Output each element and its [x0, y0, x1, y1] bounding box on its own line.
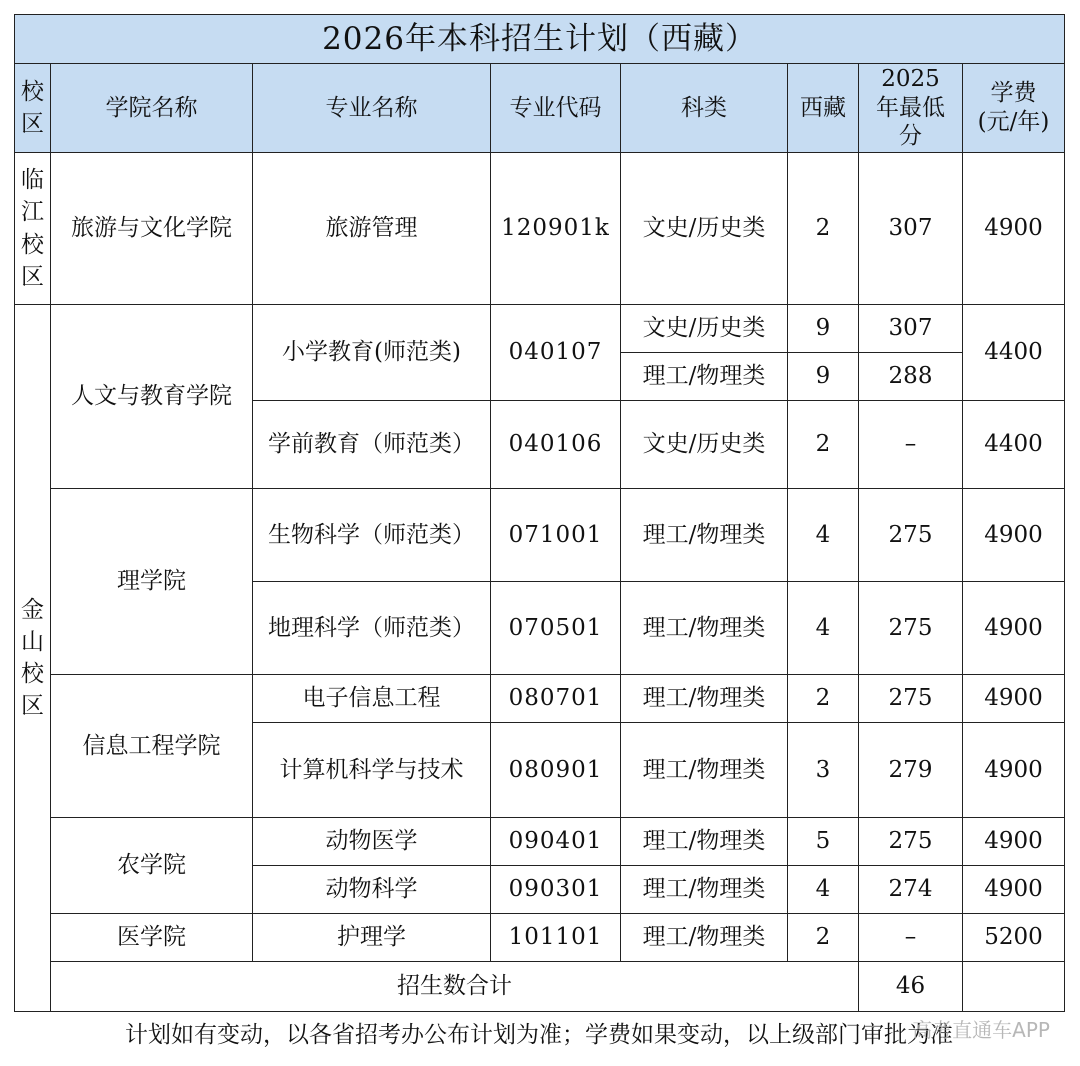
major-cell: 护理学	[253, 914, 491, 962]
min-score-cell: 288	[859, 353, 963, 401]
quota-cell: 4	[788, 582, 859, 675]
min-score-cell: 275	[859, 582, 963, 675]
total-row	[15, 962, 1065, 1012]
table-row	[15, 489, 1065, 582]
college-cell: 医学院	[51, 914, 253, 962]
header-major: 专业名称	[253, 64, 491, 153]
campus-linjiang: 临江校区	[15, 153, 51, 305]
min-score-cell: 275	[859, 818, 963, 866]
major-cell: 动物科学	[253, 866, 491, 914]
tuition-cell: 4900	[963, 582, 1065, 675]
code-cell: 090301	[491, 866, 621, 914]
tuition-cell: 4900	[963, 723, 1065, 818]
subject-cell: 理工/物理类	[621, 723, 788, 818]
tuition-cell: 4400	[963, 401, 1065, 489]
college-cell: 理学院	[51, 489, 253, 675]
code-cell: 040106	[491, 401, 621, 489]
college-cell: 人文与教育学院	[51, 305, 253, 489]
header-campus: 校区	[15, 64, 51, 153]
code-cell: 080901	[491, 723, 621, 818]
tuition-cell: 4900	[963, 489, 1065, 582]
header-code: 专业代码	[491, 64, 621, 153]
min-score-cell: 275	[859, 675, 963, 723]
subject-cell: 文史/历史类	[621, 305, 788, 353]
tuition-cell: 4900	[963, 818, 1065, 866]
subject-cell: 文史/历史类	[621, 401, 788, 489]
table-row	[15, 914, 1065, 962]
quota-cell: 2	[788, 675, 859, 723]
subject-cell: 理工/物理类	[621, 675, 788, 723]
major-cell: 旅游管理	[253, 153, 491, 305]
quota-cell: 3	[788, 723, 859, 818]
subject-cell: 理工/物理类	[621, 866, 788, 914]
college-cell: 信息工程学院	[51, 675, 253, 818]
tuition-cell: 4900	[963, 153, 1065, 305]
tuition-cell: 4900	[963, 675, 1065, 723]
min-score-cell: –	[859, 914, 963, 962]
quota-cell: 5	[788, 818, 859, 866]
min-score-cell: 275	[859, 489, 963, 582]
code-cell: 080701	[491, 675, 621, 723]
major-cell: 电子信息工程	[253, 675, 491, 723]
total-label: 招生数合计	[51, 962, 859, 1012]
header-tuition: 学费(元/年)	[963, 64, 1065, 153]
major-cell: 动物医学	[253, 818, 491, 866]
header-subject: 科类	[621, 64, 788, 153]
major-cell: 计算机科学与技术	[253, 723, 491, 818]
subject-cell: 理工/物理类	[621, 914, 788, 962]
footer-note: 计划如有变动，以各省招考办公布计划为准；学费如果变动，以上级部门审批为准	[125, 1022, 953, 1048]
tuition-cell: 5200	[963, 914, 1065, 962]
table-title: 2026年本科招生计划（西藏）	[15, 15, 1065, 64]
code-cell: 070501	[491, 582, 621, 675]
code-cell: 040107	[491, 305, 621, 401]
table-row	[15, 818, 1065, 866]
campus-jinshan: 金山校区	[15, 305, 51, 1012]
major-cell: 学前教育（师范类）	[253, 401, 491, 489]
major-cell: 生物科学（师范类）	[253, 489, 491, 582]
min-score-cell: 307	[859, 305, 963, 353]
code-cell: 071001	[491, 489, 621, 582]
code-cell: 120901k	[491, 153, 621, 305]
quota-cell: 4	[788, 489, 859, 582]
admission-plan-table	[14, 14, 1065, 1012]
quota-cell: 4	[788, 866, 859, 914]
table-row	[15, 675, 1065, 723]
tuition-cell: 4900	[963, 866, 1065, 914]
header-college: 学院名称	[51, 64, 253, 153]
admission-plan-sheet	[14, 14, 1065, 1012]
min-score-cell: 274	[859, 866, 963, 914]
quota-cell: 2	[788, 914, 859, 962]
min-score-cell: –	[859, 401, 963, 489]
header-row	[15, 64, 1065, 153]
header-min-score: 2025年最低分	[859, 64, 963, 153]
table-row	[15, 153, 1065, 305]
major-cell: 地理科学（师范类）	[253, 582, 491, 675]
total-empty-score	[963, 962, 1065, 1012]
subject-cell: 理工/物理类	[621, 818, 788, 866]
code-cell: 090401	[491, 818, 621, 866]
total-value: 46	[859, 962, 963, 1012]
quota-cell: 2	[788, 401, 859, 489]
college-cell: 旅游与文化学院	[51, 153, 253, 305]
min-score-cell: 279	[859, 723, 963, 818]
subject-cell: 理工/物理类	[621, 582, 788, 675]
major-cell: 小学教育(师范类)	[253, 305, 491, 401]
quota-cell: 2	[788, 153, 859, 305]
subject-cell: 理工/物理类	[621, 353, 788, 401]
subject-cell: 理工/物理类	[621, 489, 788, 582]
subject-cell: 文史/历史类	[621, 153, 788, 305]
watermark: 高考直通车APP	[912, 1018, 1050, 1042]
quota-cell: 9	[788, 353, 859, 401]
min-score-cell: 307	[859, 153, 963, 305]
college-cell: 农学院	[51, 818, 253, 914]
tuition-cell: 4400	[963, 305, 1065, 401]
quota-cell: 9	[788, 305, 859, 353]
table-row	[15, 305, 1065, 353]
header-quota: 西藏	[788, 64, 859, 153]
code-cell: 101101	[491, 914, 621, 962]
